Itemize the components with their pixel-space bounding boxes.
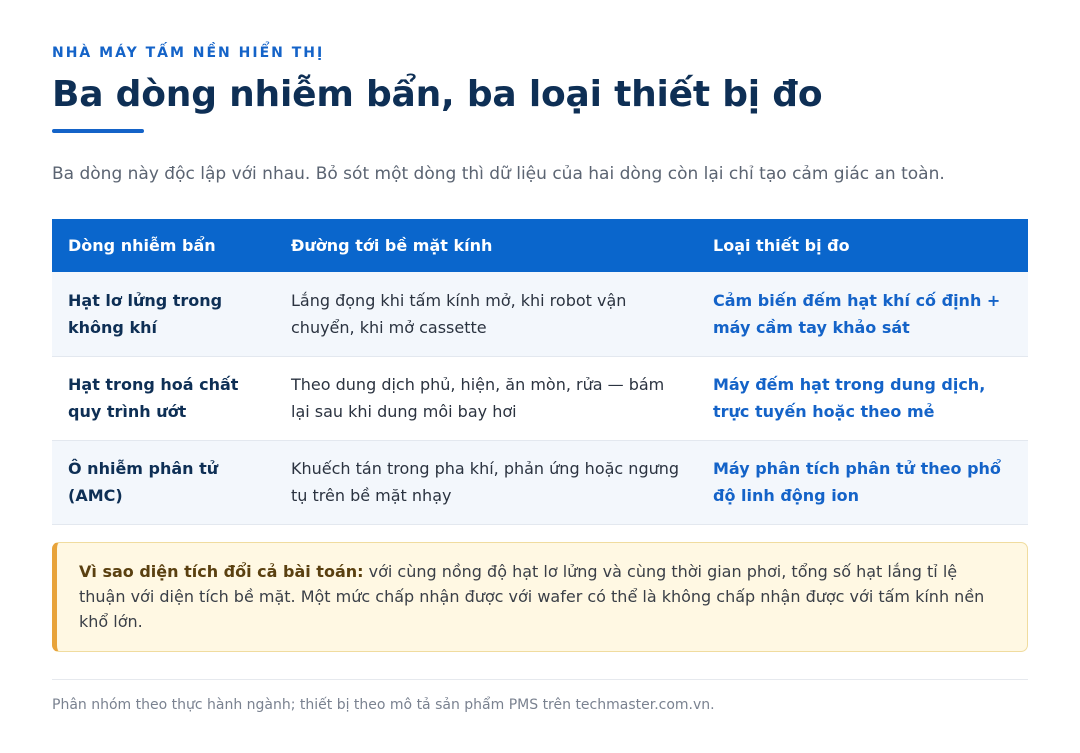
cell-stream: Hạt lơ lửng trong không khí — [52, 272, 275, 356]
column-header-path: Đường tới bề mặt kính — [275, 219, 697, 272]
table-row — [52, 356, 1028, 440]
cell-instrument: Cảm biến đếm hạt khí cố định + máy cầm tay khảo sát — [697, 272, 1028, 356]
cell-path: Theo dung dịch phủ, hiện, ăn mòn, rửa — bám lại sau khi dung môi bay hơi — [275, 356, 697, 440]
callout-note — [52, 542, 1028, 652]
column-header-stream: Dòng nhiễm bẩn — [52, 219, 275, 272]
title-underline — [52, 129, 144, 133]
cell-instrument: Máy đếm hạt trong dung dịch, trực tuyến hoặc theo mẻ — [697, 356, 1028, 440]
footer-source: Phân nhóm theo thực hành ngành; thiết bị theo mô tả sản phẩm PMS trên techmaster.com.vn. — [52, 697, 715, 713]
cell-stream: Hạt trong hoá chất quy trình ướt — [52, 356, 275, 440]
page-title: Ba dòng nhiễm bẩn, ba loại thiết bị đo — [52, 74, 823, 115]
callout-lead: Vì sao diện tích đổi cả bài toán: — [79, 562, 364, 581]
intro-text: Ba dòng này độc lập với nhau. Bỏ sót một dòng thì dữ liệu của hai dòng còn lại chỉ tạo cảm giác an toàn. — [52, 164, 945, 184]
callout-body: với cùng nồng độ hạt lơ lửng và cùng thời gian phơi, tổng số hạt lắng tỉ lệ thuận với diện tích bề mặt. Một mức chấp nhận được với wafer có thể là không chấp nhận được với tấm kính nền khổ lớn. — [79, 562, 985, 631]
cell-instrument: Máy phân tích phân tử theo phổ độ linh động ion — [697, 440, 1028, 524]
eyebrow: NHÀ MÁY TẤM NỀN HIỂN THỊ — [52, 45, 325, 61]
cell-path: Khuếch tán trong pha khí, phản ứng hoặc ngưng tụ trên bề mặt nhạy — [275, 440, 697, 524]
contamination-table — [52, 219, 1028, 525]
table-header-row — [52, 219, 1028, 272]
footer-divider — [52, 679, 1028, 680]
cell-stream: Ô nhiễm phân tử (AMC) — [52, 440, 275, 524]
table-row — [52, 272, 1028, 356]
column-header-instrument: Loại thiết bị đo — [697, 219, 1028, 272]
table-row — [52, 440, 1028, 524]
cell-path: Lắng đọng khi tấm kính mở, khi robot vận chuyển, khi mở cassette — [275, 272, 697, 356]
